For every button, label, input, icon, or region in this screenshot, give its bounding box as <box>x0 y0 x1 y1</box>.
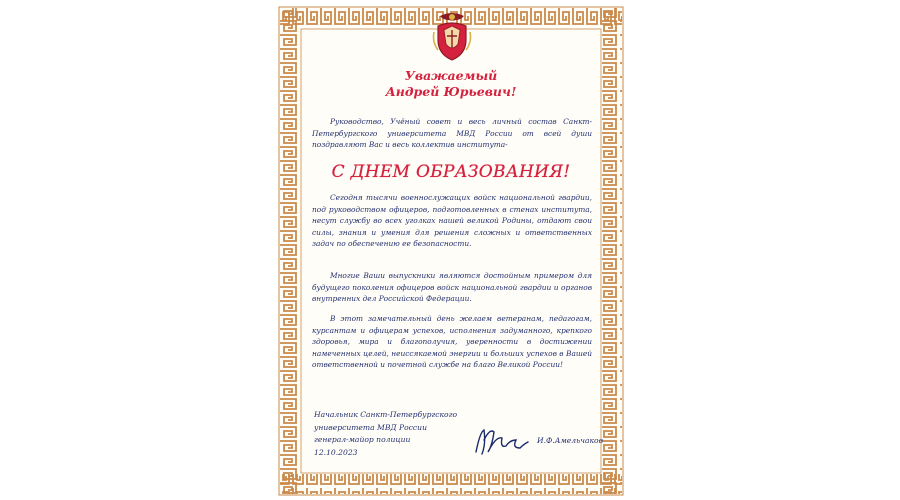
paragraph-1: Сегодня тысячи военнослужащих войск национальной гвардии, под руководством офицеров, подготовленных в стенах института, несут службу во всех уголках нашей великой Родины, отдают свои силы, знания и умения для решения сложных и ответственных задач по обеспечению ее безопасности. <box>312 193 592 249</box>
headline: С ДНЕМ ОБРАЗОВАНИЯ! <box>331 162 571 182</box>
signer-title-line2: университета МВД России <box>314 422 427 432</box>
signer-name: И.Ф.Амельчаков <box>537 436 604 445</box>
intro-paragraph: Руководство, Учёный совет и весь личный состав Санкт-Петербургского университета МВД России от всей души поздравляют Вас и весь коллектив института- <box>312 117 592 150</box>
signer-block <box>314 409 484 459</box>
greeting-letter <box>278 6 624 496</box>
signer-title-line1: Начальник Санкт-Петербургского <box>314 410 458 419</box>
letter-date: 12.10.2023 <box>314 447 358 457</box>
university-emblem-icon <box>430 12 474 62</box>
paragraph-2: Многие Ваши выпускники являются достойным примером для будущего поколения офицеров войск национальной гвардии и органов внутренних дел Российской Федерации. <box>312 271 592 304</box>
handwritten-signature <box>472 426 532 458</box>
salutation-name: Андрей Юрьевич! <box>385 84 517 99</box>
salutation-title: Уважаемый <box>404 68 498 83</box>
signer-rank: генерал-майор полиции <box>314 435 411 444</box>
paragraph-3: В этот замечательный день желаем ветеранам, педагогам, курсантам и офицерам успехов, исполнения задуманного, крепкого здоровья, мира и благополучия, уверенности в достижении намеченных целей, неиссякаемой энергии и больших успехов в Вашей ответственной и почетной службе на благо Великой России! <box>312 314 592 370</box>
